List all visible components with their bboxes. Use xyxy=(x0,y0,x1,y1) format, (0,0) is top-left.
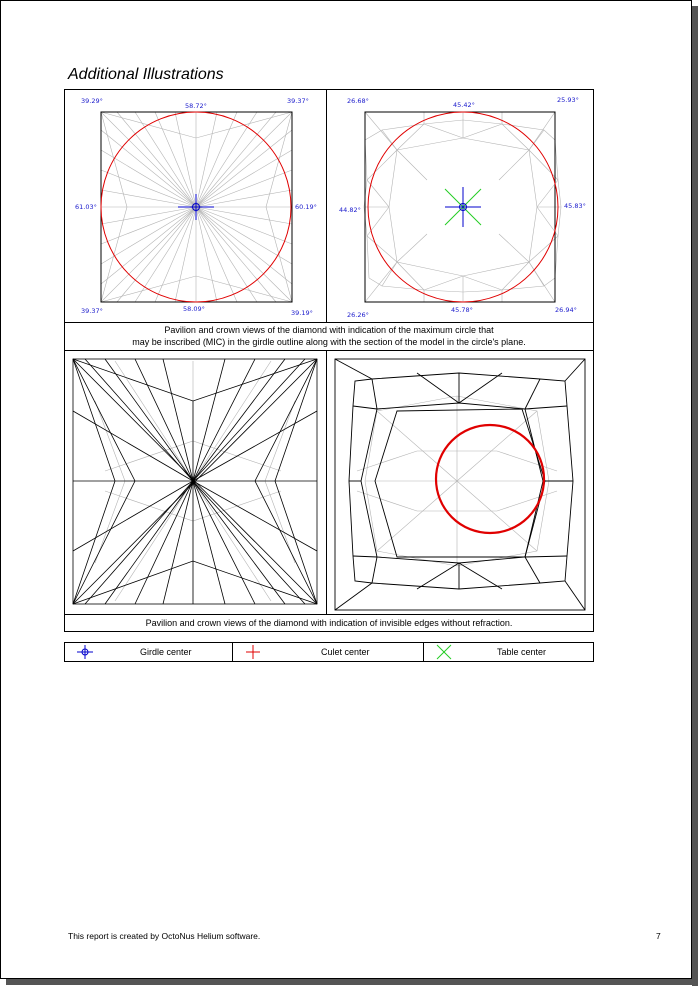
crown-angle-bottom-left: 26.26° xyxy=(347,311,369,319)
page-number: 7 xyxy=(656,931,661,941)
edges-views-panel xyxy=(64,350,594,632)
crown-angle-left: 44.82° xyxy=(339,206,361,214)
legend-table-label: Table center xyxy=(497,647,547,657)
crown-angle-right: 45.83° xyxy=(564,202,586,210)
caption-divider xyxy=(65,322,593,323)
pavilion-angle-left: 61.03° xyxy=(75,203,97,211)
crown-edges-view xyxy=(327,351,593,613)
table-center-icon xyxy=(434,644,454,660)
pavilion-angle-bottom-left: 39.37° xyxy=(81,307,103,315)
mic-caption-line1: Pavilion and crown views of the diamond with indication of the maximum circle that xyxy=(164,325,494,335)
caption-divider xyxy=(65,614,593,615)
mic-caption-line2: may be inscribed (MIC) in the girdle outline along with the section of the model in the circle's plane. xyxy=(132,337,526,347)
page-shadow-right xyxy=(692,6,698,986)
legend-culet-center xyxy=(233,643,424,661)
crown-angle-bottom-center: 45.78° xyxy=(451,306,473,314)
crown-angle-top-center: 45.42° xyxy=(453,101,475,109)
crown-angle-bottom-right: 26.94° xyxy=(555,306,577,314)
pavilion-angle-bottom-center: 58.09° xyxy=(183,305,205,313)
pavilion-angle-top-left: 39.29° xyxy=(81,97,103,105)
crown-angle-top-right: 25.93° xyxy=(557,96,579,104)
crown-angle-top-left: 26.68° xyxy=(347,97,369,105)
legend-girdle-label: Girdle center xyxy=(140,647,192,657)
pavilion-edges-view xyxy=(65,351,325,613)
pavilion-angle-right: 60.19° xyxy=(295,203,317,211)
pavilion-angle-top-right: 39.37° xyxy=(287,97,309,105)
page-shadow-bottom xyxy=(6,979,698,985)
girdle-center-icon xyxy=(75,644,95,660)
mic-caption xyxy=(65,324,593,348)
edges-caption: Pavilion and crown views of the diamond with indication of invisible edges without refraction. xyxy=(145,618,513,628)
pavilion-angle-top-center: 58.72° xyxy=(185,102,207,110)
pavilion-angle-bottom-right: 39.19° xyxy=(291,309,313,317)
culet-center-icon xyxy=(243,644,263,660)
legend-girdle-center xyxy=(65,643,233,661)
crown-mic-view xyxy=(327,90,593,322)
legend-table-center xyxy=(424,643,593,661)
pavilion-mic-view xyxy=(65,90,325,322)
section-title: Additional Illustrations xyxy=(68,66,224,83)
footer-note: This report is created by OctoNus Helium software. xyxy=(68,931,261,941)
marker-legend xyxy=(64,642,594,662)
legend-culet-label: Culet center xyxy=(321,647,370,657)
mic-views-panel xyxy=(64,89,594,351)
